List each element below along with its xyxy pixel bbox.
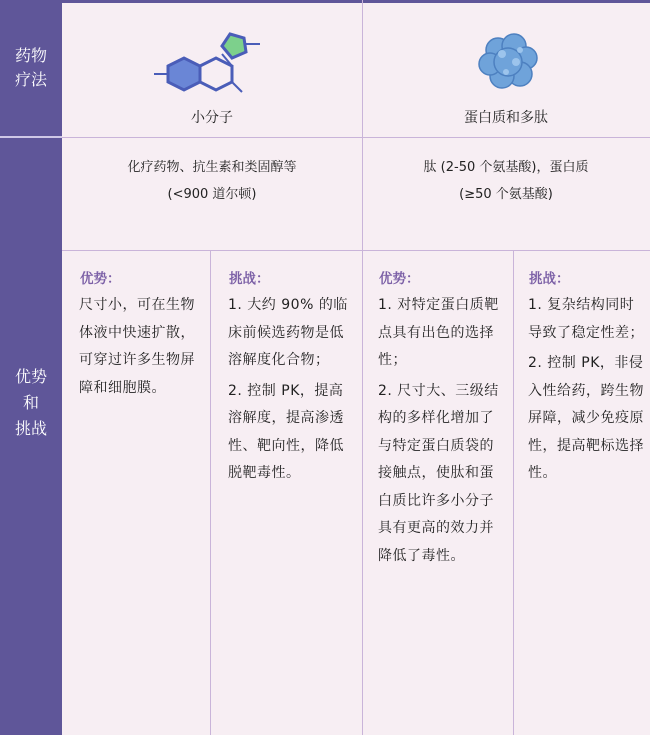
column-divider-middle	[362, 250, 363, 735]
small-molecule-challenges-heading: 挑战：	[229, 271, 270, 287]
category-protein-line2: (≥50 个氨基酸)	[459, 187, 553, 202]
row-header-cons-line: 挑战	[14, 419, 47, 438]
protein-challenges-heading: 挑战：	[529, 271, 570, 287]
list-item: 2. 控制 PK，非侵入性给药，跨生物屏障，减少免疫原性，提高靶标选择性。	[528, 355, 644, 481]
list-item: 1. 对特定蛋白质靶点具有出色的选择性；	[378, 297, 499, 368]
row-header-therapy	[0, 44, 62, 92]
row-header-pros-cons	[0, 364, 62, 442]
protein-challenges-list	[528, 292, 648, 491]
category-protein-line1: 肽 (2-50 个氨基酸)，蛋白质	[423, 160, 589, 175]
list-item: 1. 大约 90% 的临床前候选药物是低溶解度化合物；	[228, 297, 348, 368]
row-header-pros-line: 优势	[14, 367, 47, 386]
column-divider-right	[513, 250, 514, 735]
list-item: 1. 复杂结构同时导致了稳定性差；	[528, 297, 644, 341]
column-title-protein-peptide: 蛋白质和多肽	[464, 110, 548, 126]
small-molecule-advantages-heading: 优势：	[80, 271, 121, 287]
protein-advantages-list	[378, 292, 506, 573]
row-header-therapy-line2: 疗法	[14, 70, 47, 89]
list-item: 2. 尺寸大、三级结构的多样化增加了与特定蛋白质袋的接触点，使肽和蛋白质比许多小分子具有更高的效力并降低了毒性。	[378, 382, 499, 564]
category-small-molecule-line1: 化疗药物、抗生素和类固醇等	[127, 160, 297, 175]
protein-advantages-heading: 优势：	[379, 271, 420, 287]
column-divider-left	[210, 250, 211, 735]
category-protein-peptide	[362, 154, 650, 208]
molecule-structure-icon	[146, 30, 276, 96]
small-molecule-advantages-text: 尺寸小，可在生物体液中快速扩散，可穿过许多生物屏障和细胞膜。	[79, 297, 195, 396]
row-divider-title	[62, 137, 650, 138]
sidebar-divider	[0, 136, 62, 138]
category-small-molecule	[62, 154, 362, 208]
row-header-therapy-line1: 药物	[14, 46, 47, 65]
small-molecule-challenges-list	[228, 292, 356, 491]
list-item: 2. 控制 PK，提高溶解度，提高渗透性、靶向性，降低脱靶毒性。	[228, 382, 344, 481]
row-divider-category	[62, 250, 650, 251]
protein-blob-icon	[476, 32, 542, 92]
top-border	[62, 0, 650, 3]
row-header-and-line: 和	[22, 393, 39, 412]
category-small-molecule-line2: (<900 道尔顿)	[167, 187, 257, 202]
column-title-small-molecule: 小分子	[191, 110, 233, 126]
